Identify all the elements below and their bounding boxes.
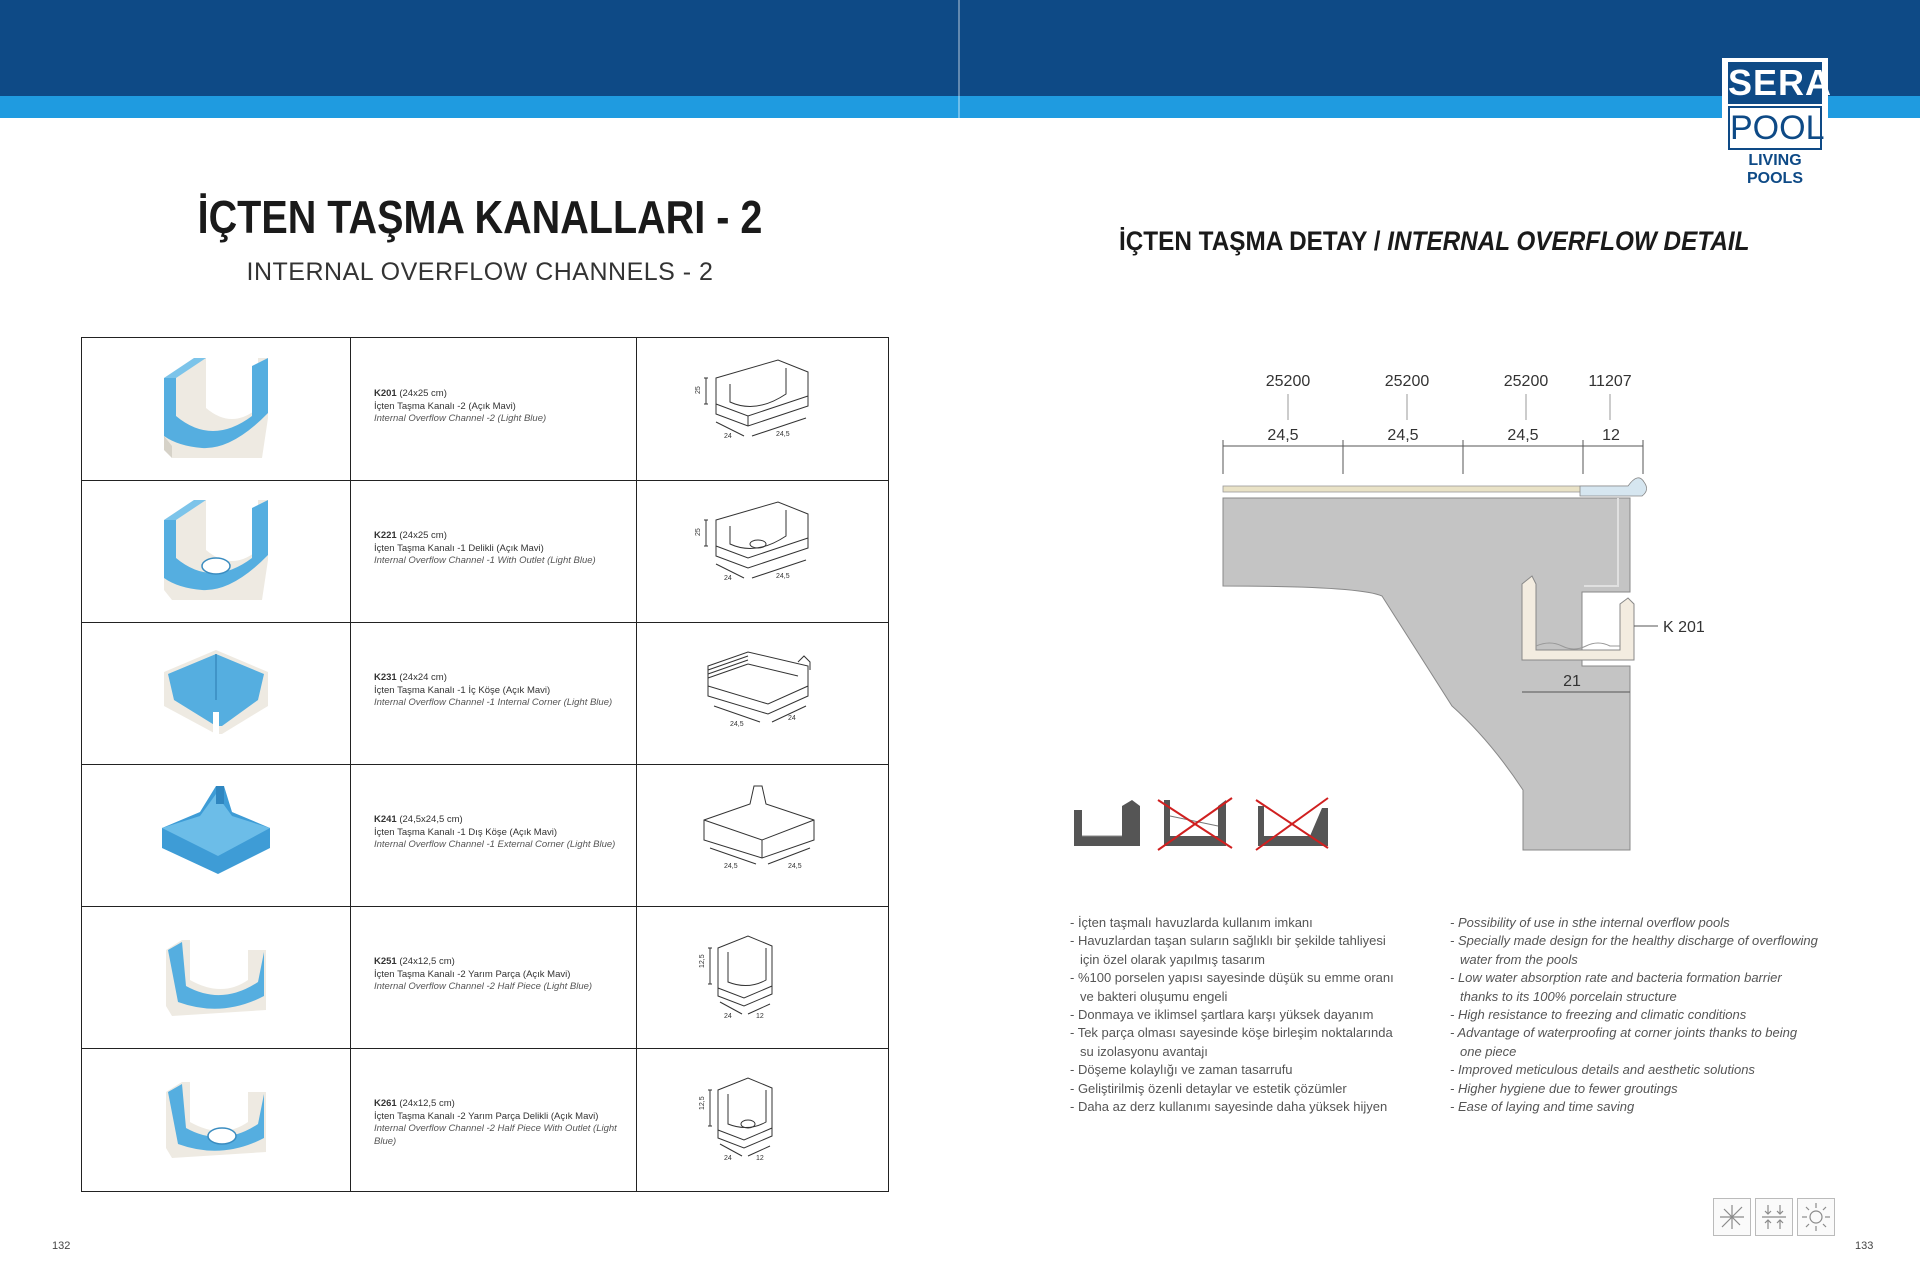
tile-code: 25200 <box>1503 373 1549 390</box>
feature-item: - Higher hygiene due to fewer groutings <box>1450 1080 1678 1096</box>
feature-item: - %100 porselen yapısı sayesinde düşük su emme oranı ve bakteri oluşumu engeli <box>1070 970 1394 1004</box>
features-list-en <box>1450 914 1820 1116</box>
product-table <box>81 337 889 1192</box>
dim-width: 24,5 <box>776 431 790 438</box>
header-band <box>0 0 1920 96</box>
technical-drawing <box>638 338 888 480</box>
tile-dimension: 24,5 <box>1507 427 1539 444</box>
feature-item: - Geliştirilmiş özenli detaylar ve estetik çözümler <box>1070 1080 1347 1096</box>
product-photo <box>82 622 350 764</box>
table-row <box>82 906 888 1049</box>
product-photo <box>82 338 350 480</box>
feature-item: - Specially made design for the healthy discharge of overflowing water from the pools <box>1450 933 1818 967</box>
feature-item: - İçten taşmalı havuzlarda kullanım imkanı <box>1070 915 1313 930</box>
dim-depth: 24 <box>724 1013 732 1020</box>
product-name-tr: İçten Taşma Kanalı -2 (Açık Mavi) <box>374 400 516 412</box>
feature-item: - Döşeme kolaylığı ve zaman tasarrufu <box>1070 1062 1293 1078</box>
logo-sera: SERA <box>1728 62 1833 103</box>
dim-height: 12,5 <box>699 954 706 968</box>
tile-dimension: 24,5 <box>1267 427 1299 444</box>
dim-height: 12,5 <box>699 1096 706 1110</box>
product-size: (24x12,5 cm) <box>399 1098 455 1109</box>
tile-code: 25200 <box>1265 373 1311 390</box>
product-description <box>352 622 636 764</box>
features-list-tr <box>1070 914 1400 1116</box>
product-size: (24x25 cm) <box>399 530 447 541</box>
product-size: (24,5x24,5 cm) <box>399 814 463 825</box>
tile-dimension: 12 <box>1602 427 1620 444</box>
dim-depth: 24 <box>724 433 732 440</box>
dim-width: 24,5 <box>788 863 802 870</box>
product-name-tr: İçten Taşma Kanalı -1 Dış Köşe (Açık Mavi) <box>374 826 558 838</box>
product-photo <box>82 480 350 622</box>
feature-item: - High resistance to freezing and climatic conditions <box>1450 1007 1747 1023</box>
product-name-en: Internal Overflow Channel -2 Half Piece With Outlet (Light Blue) <box>374 1123 617 1147</box>
product-size: (24x25 cm) <box>399 388 447 399</box>
table-row <box>82 1048 888 1190</box>
table-row <box>82 480 888 623</box>
overflow-section-drawing <box>1060 360 1780 870</box>
product-name-en: Internal Overflow Channel -2 Half Piece (Light Blue) <box>374 981 593 992</box>
frost-resistant-icon <box>1713 1198 1751 1236</box>
product-size: (24x12,5 cm) <box>399 956 455 967</box>
product-size: (24x24 cm) <box>399 672 447 683</box>
dim-width: 12 <box>756 1155 764 1162</box>
product-name-tr: İçten Taşma Kanalı -2 Yarım Parça (Açık Mavi) <box>374 968 571 980</box>
product-code: K221 <box>374 530 397 541</box>
product-description <box>352 764 636 906</box>
detail-title-en: INTERNAL OVERFLOW DETAIL <box>1387 226 1750 256</box>
incorrect-profile-icon <box>1256 798 1328 850</box>
feature-item: - Low water absorption rate and bacteria formation barrier thanks to its 100% porcelain structure <box>1450 970 1782 1004</box>
header-stripe <box>0 96 1920 118</box>
product-photo <box>82 1048 350 1190</box>
technical-drawing <box>638 906 888 1048</box>
table-row <box>82 764 888 907</box>
table-row <box>82 338 888 481</box>
gutter-dimension: 21 <box>1563 673 1581 690</box>
feature-item: - Havuzlardan taşan suların sağlıklı bir şekilde tahliyesi için özel olarak yapılmış tasarım <box>1070 933 1386 967</box>
product-name-tr: İçten Taşma Kanalı -2 Yarım Parça Delikli (Açık Mavi) <box>374 1110 599 1122</box>
feature-item: - Possibility of use in sthe internal overflow pools <box>1450 915 1730 930</box>
tile-code: 25200 <box>1384 373 1430 390</box>
logo-pool: POOL <box>1728 106 1822 150</box>
incorrect-profile-icon <box>1158 798 1232 850</box>
product-description <box>352 906 636 1048</box>
feature-item: - Ease of laying and time saving <box>1450 1099 1635 1115</box>
technical-drawing <box>638 764 888 906</box>
product-description <box>352 480 636 622</box>
page-title: İÇTEN TAŞMA KANALLARI - 2 <box>197 191 763 243</box>
product-code: K231 <box>374 672 397 683</box>
dim-depth: 24 <box>724 1155 732 1162</box>
compression-icon <box>1755 1198 1793 1236</box>
page-number-right: 133 <box>1855 1240 1874 1252</box>
feature-item: - Advantage of waterproofing at corner joints thanks to being one piece <box>1450 1025 1798 1059</box>
feature-item: - Daha az derz kullanımı sayesinde daha yüksek hijyen <box>1070 1099 1388 1115</box>
product-description <box>352 338 636 480</box>
dim-depth: 24 <box>724 575 732 582</box>
technical-drawing <box>638 622 888 764</box>
detail-title <box>1119 226 1749 257</box>
product-code: K241 <box>374 814 397 825</box>
product-code: K251 <box>374 956 397 967</box>
correct-profile-icon <box>1074 800 1140 846</box>
product-code: K261 <box>374 1098 397 1109</box>
technical-drawing <box>638 1048 888 1190</box>
product-name-en: Internal Overflow Channel -2 (Light Blue) <box>374 413 547 424</box>
detail-title-tr: İÇTEN TAŞMA DETAY / <box>1119 226 1381 256</box>
product-photo <box>82 764 350 906</box>
page-fold <box>958 0 960 118</box>
tile-code: 11207 <box>1588 373 1632 390</box>
product-name-en: Internal Overflow Channel -1 Internal Corner (Light Blue) <box>374 697 613 708</box>
product-photo <box>82 906 350 1048</box>
product-name-tr: İçten Taşma Kanalı -1 Delikli (Açık Mavi) <box>374 542 544 554</box>
table-row <box>82 622 888 765</box>
feature-item: - Tek parça olması sayesinde köşe birleşim noktalarında su izolasyonu avantajı <box>1070 1025 1393 1059</box>
channel-label: K 201 <box>1663 619 1705 636</box>
dim-width: 12 <box>756 1013 764 1020</box>
sun-resistant-icon <box>1797 1198 1835 1236</box>
page-number-left: 132 <box>52 1240 71 1252</box>
dim-width: 24 <box>788 715 796 722</box>
dim-depth: 24,5 <box>724 863 738 870</box>
product-name-en: Internal Overflow Channel -1 With Outlet (Light Blue) <box>374 555 596 566</box>
sera-pool-logo <box>1722 58 1833 187</box>
dim-depth: 24,5 <box>730 721 744 728</box>
product-code: K201 <box>374 388 397 399</box>
logo-tagline: LIVING POOLS <box>1746 152 1803 187</box>
tile-dimension: 24,5 <box>1387 427 1419 444</box>
dim-height: 25 <box>695 528 702 536</box>
product-name-tr: İçten Taşma Kanalı -1 İç Köşe (Açık Mavi) <box>374 684 551 696</box>
technical-drawing <box>638 480 888 622</box>
dim-height: 25 <box>695 386 702 394</box>
feature-item: - Donmaya ve iklimsel şartlara karşı yüksek dayanım <box>1070 1007 1374 1023</box>
feature-item: - Improved meticulous details and aesthetic solutions <box>1450 1062 1755 1078</box>
product-description <box>352 1048 636 1190</box>
page-subtitle: INTERNAL OVERFLOW CHANNELS - 2 <box>246 258 714 286</box>
dim-width: 24,5 <box>776 573 790 580</box>
product-name-en: Internal Overflow Channel -1 External Corner (Light Blue) <box>374 839 616 850</box>
